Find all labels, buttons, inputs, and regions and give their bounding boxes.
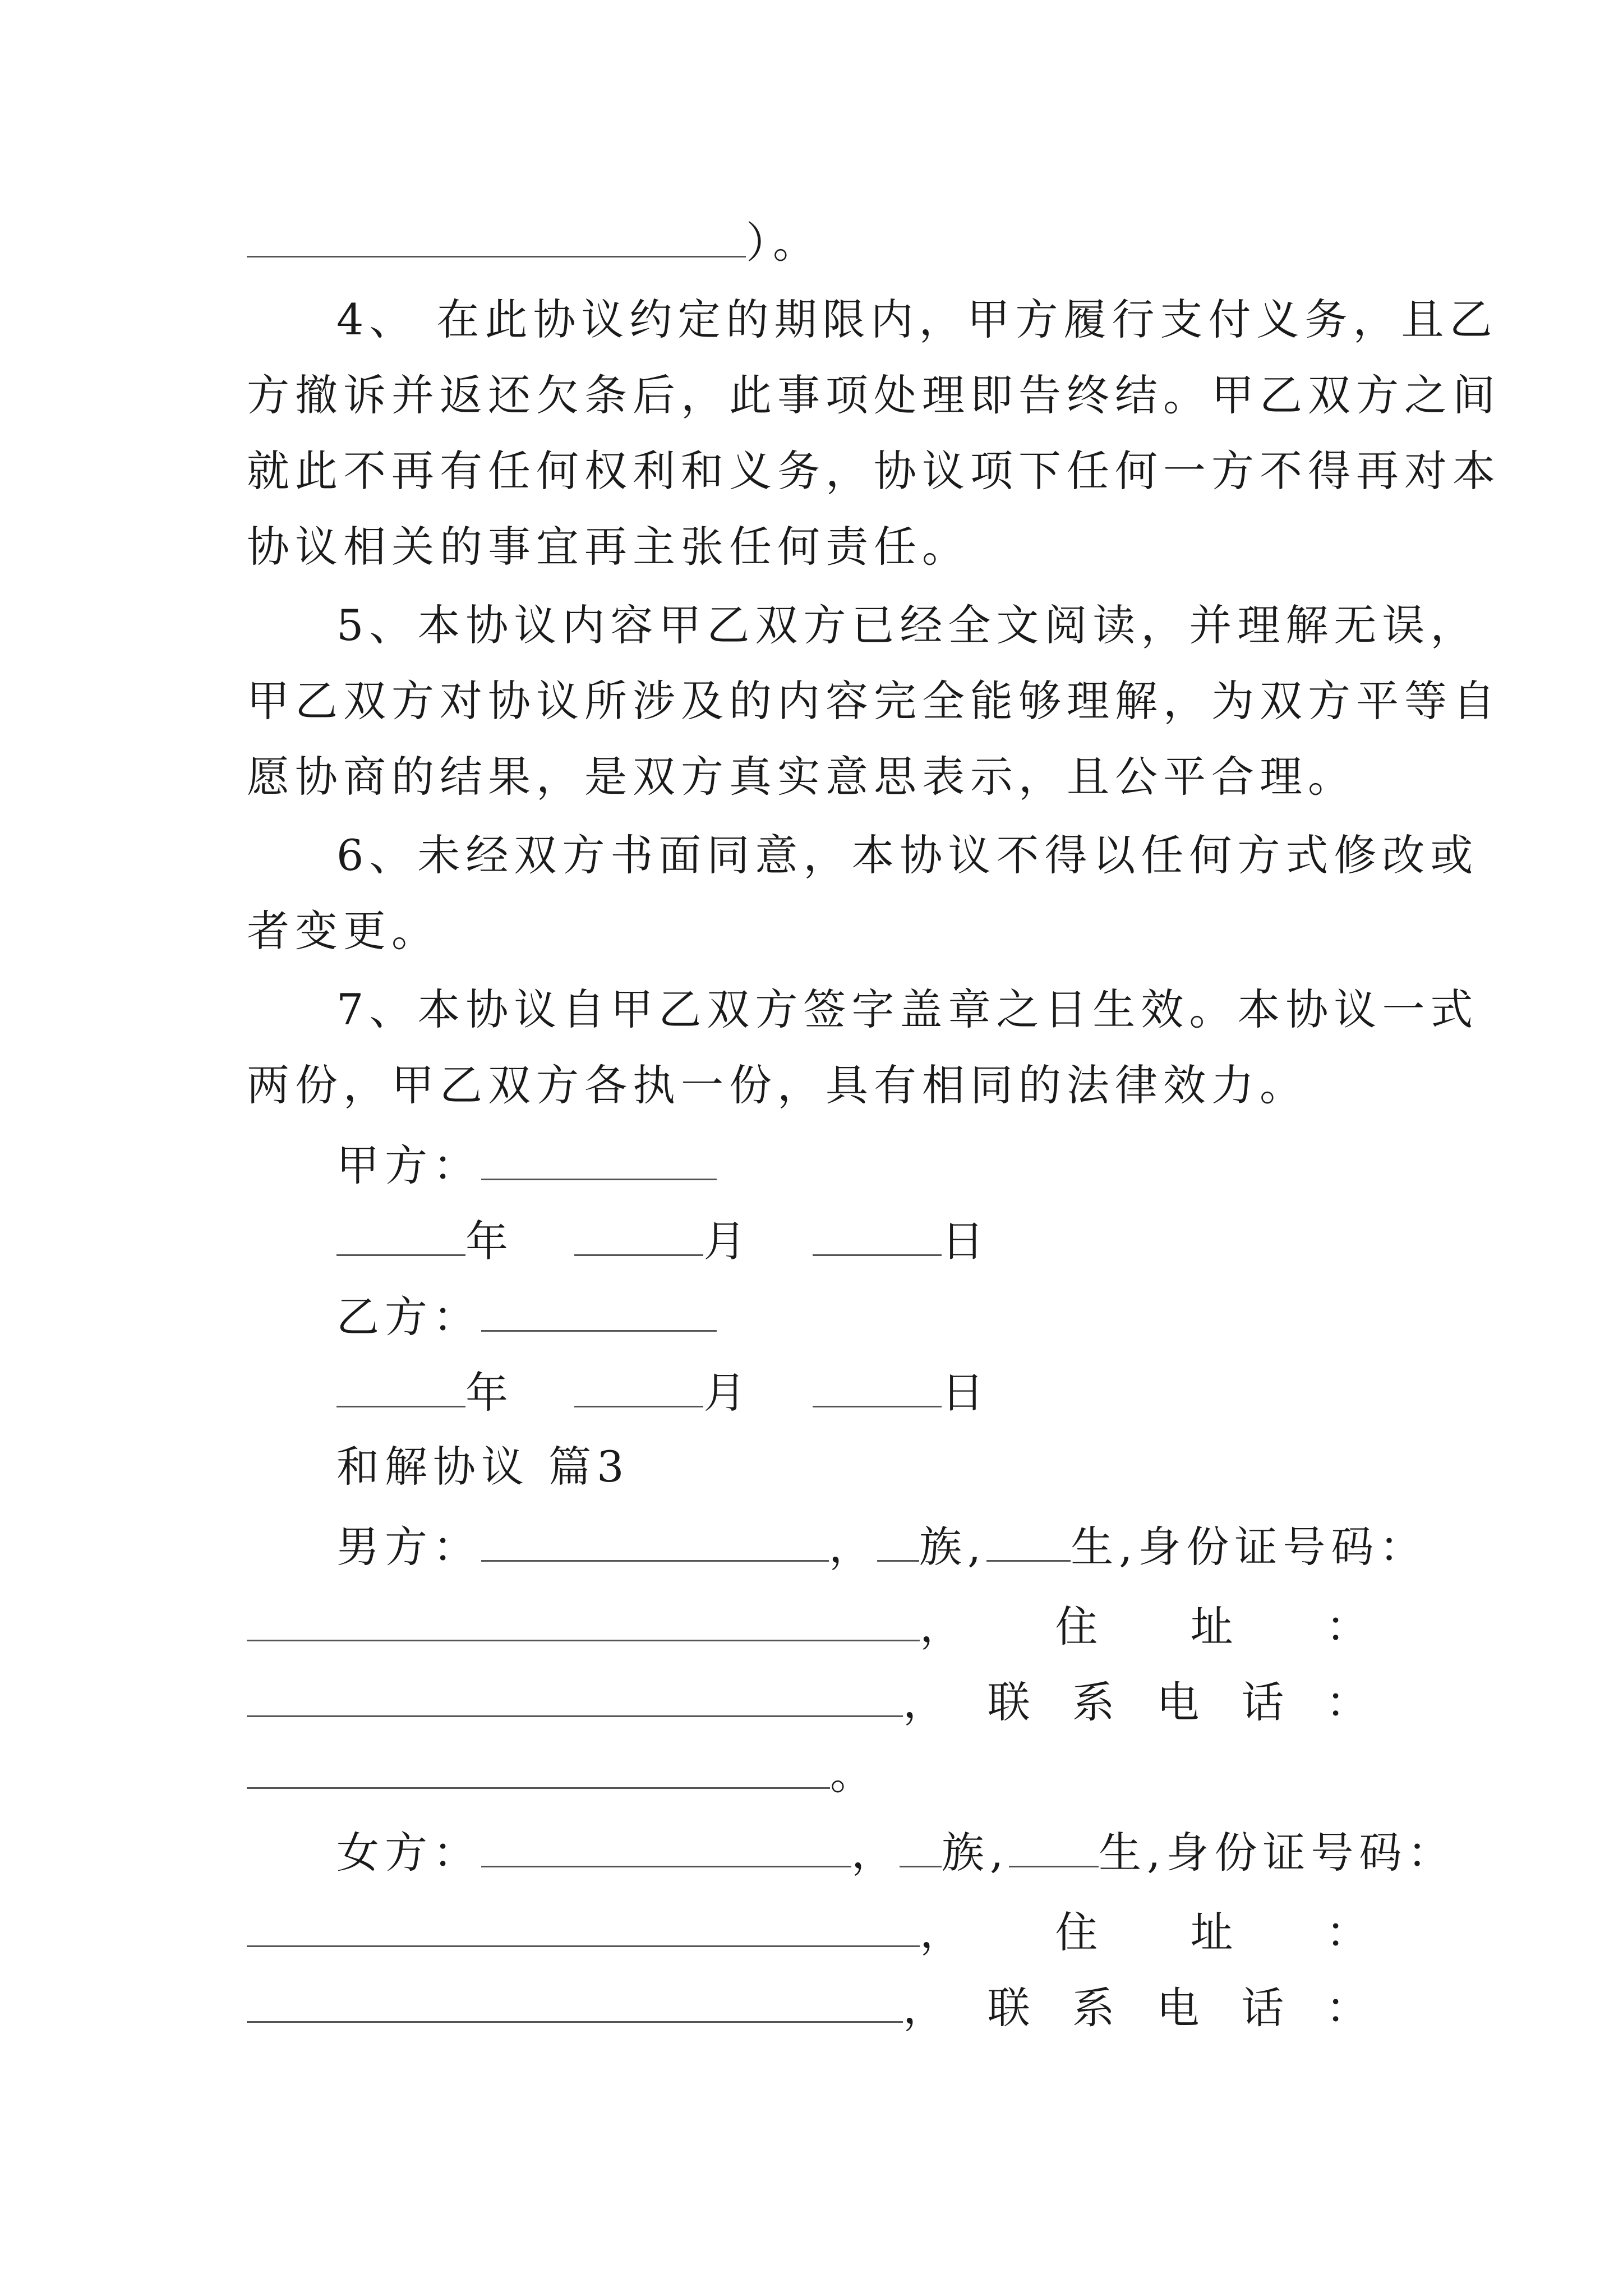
p4-line-4: 协议相关的事宜再主张任何责任。	[247, 522, 970, 572]
address-blank	[247, 1673, 903, 1717]
p5-line-1: 5、本协议内容甲乙双方已经全文阅读，并理解无误，	[336, 600, 1479, 650]
ethnic-label: 族,	[919, 1522, 987, 1572]
husband-label: 男方：	[336, 1522, 481, 1572]
party-b-label: 乙方：	[336, 1292, 481, 1342]
husband-line-1	[336, 1517, 1427, 1579]
ethnic-blank	[877, 1517, 919, 1562]
wife-phone-line	[247, 1975, 1368, 2036]
wife-line-1	[336, 1823, 1455, 1885]
day-label: 日	[941, 1368, 990, 1418]
day-blank	[813, 1212, 942, 1256]
party-b-signature-blank	[481, 1287, 717, 1332]
year-label: 年	[465, 1368, 514, 1418]
p7-line-1: 7、本协议自甲乙双方签字盖章之日生效。本协议一式	[336, 984, 1479, 1034]
birth-blank	[986, 1517, 1071, 1562]
address-char: 住	[1055, 1907, 1098, 1957]
phone-char: 系	[1072, 1677, 1115, 1727]
p4-line-2: 方撤诉并返还欠条后，此事项处理即告终结。甲乙双方之间	[247, 370, 1501, 420]
month-label: 月	[703, 1216, 752, 1266]
wife-address-line	[247, 1899, 1368, 1961]
p5-line-3: 愿协商的结果，是双方真实意思表示，且公平合理。	[247, 752, 1356, 802]
address-colon: ：	[1325, 1907, 1368, 1957]
name-blank	[481, 1823, 851, 1867]
phone-blank	[247, 1745, 830, 1789]
p6-line-2: 者变更。	[247, 906, 440, 956]
phone-char: 电	[1156, 1677, 1200, 1727]
comma: ，	[851, 1828, 900, 1878]
month-blank	[574, 1363, 703, 1407]
husband-phone-value-line	[247, 1745, 878, 1806]
id-number-blank	[247, 1597, 920, 1641]
period: 。	[830, 1749, 878, 1799]
phone-colon: ：	[1325, 1983, 1368, 2033]
husband-phone-line	[247, 1669, 1368, 1731]
p6-line-1: 6、未经双方书面同意，本协议不得以任何方式修改或	[336, 830, 1479, 880]
month-blank	[574, 1212, 703, 1256]
section-title: 和解协议 篇3	[336, 1442, 630, 1492]
ethnic-label: 族,	[942, 1828, 1009, 1878]
address-char: 址	[1190, 1602, 1233, 1651]
year-label: 年	[465, 1216, 514, 1266]
phone-char: 话	[1241, 1677, 1284, 1727]
p7-line-2: 两份，甲乙双方各执一份，具有相同的法律效力。	[247, 1060, 1308, 1110]
comma: ，	[920, 1602, 962, 1651]
address-colon: ：	[1325, 1602, 1368, 1651]
birth-id-label: 生,身份证号码：	[1071, 1522, 1428, 1572]
id-number-blank	[247, 1903, 920, 1947]
husband-address-line	[247, 1593, 1368, 1655]
address-char: 址	[1190, 1907, 1233, 1957]
year-blank	[336, 1212, 465, 1256]
month-label: 月	[703, 1368, 752, 1418]
party-a-date-line	[336, 1212, 990, 1273]
day-blank	[813, 1363, 942, 1407]
comma: ，	[903, 1983, 946, 2033]
wife-label: 女方：	[336, 1828, 481, 1878]
birth-blank	[1009, 1823, 1099, 1867]
p4-line-1: 4、 在此协议约定的期限内，甲方履行支付义务，且乙	[336, 295, 1498, 344]
phone-char: 系	[1072, 1983, 1115, 2033]
phone-char: 联	[987, 1983, 1030, 2033]
p4-tail-line	[247, 213, 821, 275]
birth-id-label: 生,身份证号码：	[1099, 1828, 1456, 1878]
party-b-line	[336, 1287, 717, 1349]
closing-paren: ）。	[746, 218, 821, 268]
comma: ，	[903, 1677, 946, 1727]
p4-line-3: 就此不再有任何权利和义务，协议项下任何一方不得再对本	[247, 446, 1501, 496]
party-a-line	[336, 1136, 717, 1198]
comma: ，	[829, 1522, 877, 1572]
address-blank	[247, 1978, 903, 2023]
party-a-label: 甲方：	[336, 1140, 481, 1190]
comma: ，	[920, 1907, 962, 1957]
day-label: 日	[941, 1216, 990, 1266]
phone-char: 联	[987, 1677, 1030, 1727]
name-blank	[481, 1517, 829, 1562]
ethnic-blank	[900, 1823, 942, 1867]
party-b-date-line	[336, 1363, 990, 1425]
phone-char: 电	[1156, 1983, 1200, 2033]
year-blank	[336, 1363, 465, 1407]
address-char: 住	[1055, 1602, 1098, 1651]
party-a-signature-blank	[481, 1136, 717, 1180]
phone-char: 话	[1241, 1983, 1284, 2033]
p5-line-2: 甲乙双方对协议所涉及的内容完全能够理解，为双方平等自	[247, 676, 1501, 726]
fill-blank	[247, 213, 746, 257]
phone-colon: ：	[1325, 1677, 1368, 1727]
